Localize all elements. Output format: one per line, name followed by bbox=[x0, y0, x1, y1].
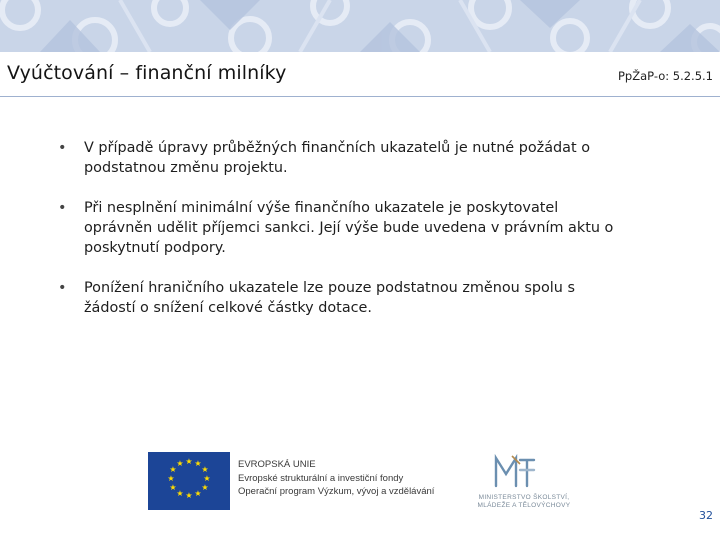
bullet-item: • Ponížení hraničního ukazatele lze pouze podstatnou změnou spolu s žádostí o snížení celkové částky dotace. bbox=[58, 278, 618, 318]
msmt-monogram-icon bbox=[490, 452, 540, 492]
svg-text:★: ★ bbox=[167, 474, 175, 483]
svg-text:★: ★ bbox=[194, 489, 202, 498]
msmt-logo bbox=[468, 452, 580, 512]
eu-stars-icon bbox=[148, 452, 230, 510]
svg-text:★: ★ bbox=[185, 491, 193, 500]
page-number: 32 bbox=[699, 509, 713, 522]
svg-text:★: ★ bbox=[194, 459, 202, 468]
svg-text:★: ★ bbox=[201, 465, 209, 474]
svg-text:★: ★ bbox=[185, 457, 193, 466]
svg-text:★: ★ bbox=[203, 474, 211, 483]
svg-text:★: ★ bbox=[201, 483, 209, 492]
msmt-line-1: MINISTERSTVO ŠKOLSTVÍ, bbox=[478, 494, 570, 501]
eu-program-text bbox=[238, 458, 434, 499]
msmt-caption bbox=[468, 494, 580, 510]
msmt-line-2: MLÁDEŽE A TĚLOVÝCHOVY bbox=[477, 502, 571, 509]
svg-text:★: ★ bbox=[176, 459, 184, 468]
slide-title: Vyúčtování – finanční milníky bbox=[7, 62, 287, 84]
title-bar bbox=[0, 52, 720, 97]
bullet-item: • Při nesplnění minimální výše finančního ukazatele je poskytovatel oprávněn udělit příjemci sankci. Její výše bude uvedena v právním aktu o poskytnutí podpory. bbox=[58, 198, 618, 258]
op-program-label: Operační program Výzkum, vývoj a vzdělávání bbox=[238, 486, 435, 497]
svg-text:★: ★ bbox=[169, 465, 177, 474]
eu-union-label: EVROPSKÁ UNIE bbox=[238, 459, 316, 470]
banner-pattern bbox=[0, 0, 720, 52]
eu-flag-logo bbox=[148, 452, 230, 510]
footer-logos bbox=[148, 452, 580, 514]
bullet-list bbox=[58, 138, 618, 338]
bullet-item: • V případě úpravy průběžných finančních ukazatelů je nutné požádat o podstatnou změnu projektu. bbox=[58, 138, 618, 178]
document-code: PpŽaP-o: 5.2.5.1 bbox=[617, 69, 713, 83]
svg-text:★: ★ bbox=[176, 489, 184, 498]
svg-text:★: ★ bbox=[169, 483, 177, 492]
header-banner bbox=[0, 0, 720, 52]
eu-funds-label: Evropské strukturální a investiční fondy bbox=[238, 472, 404, 484]
